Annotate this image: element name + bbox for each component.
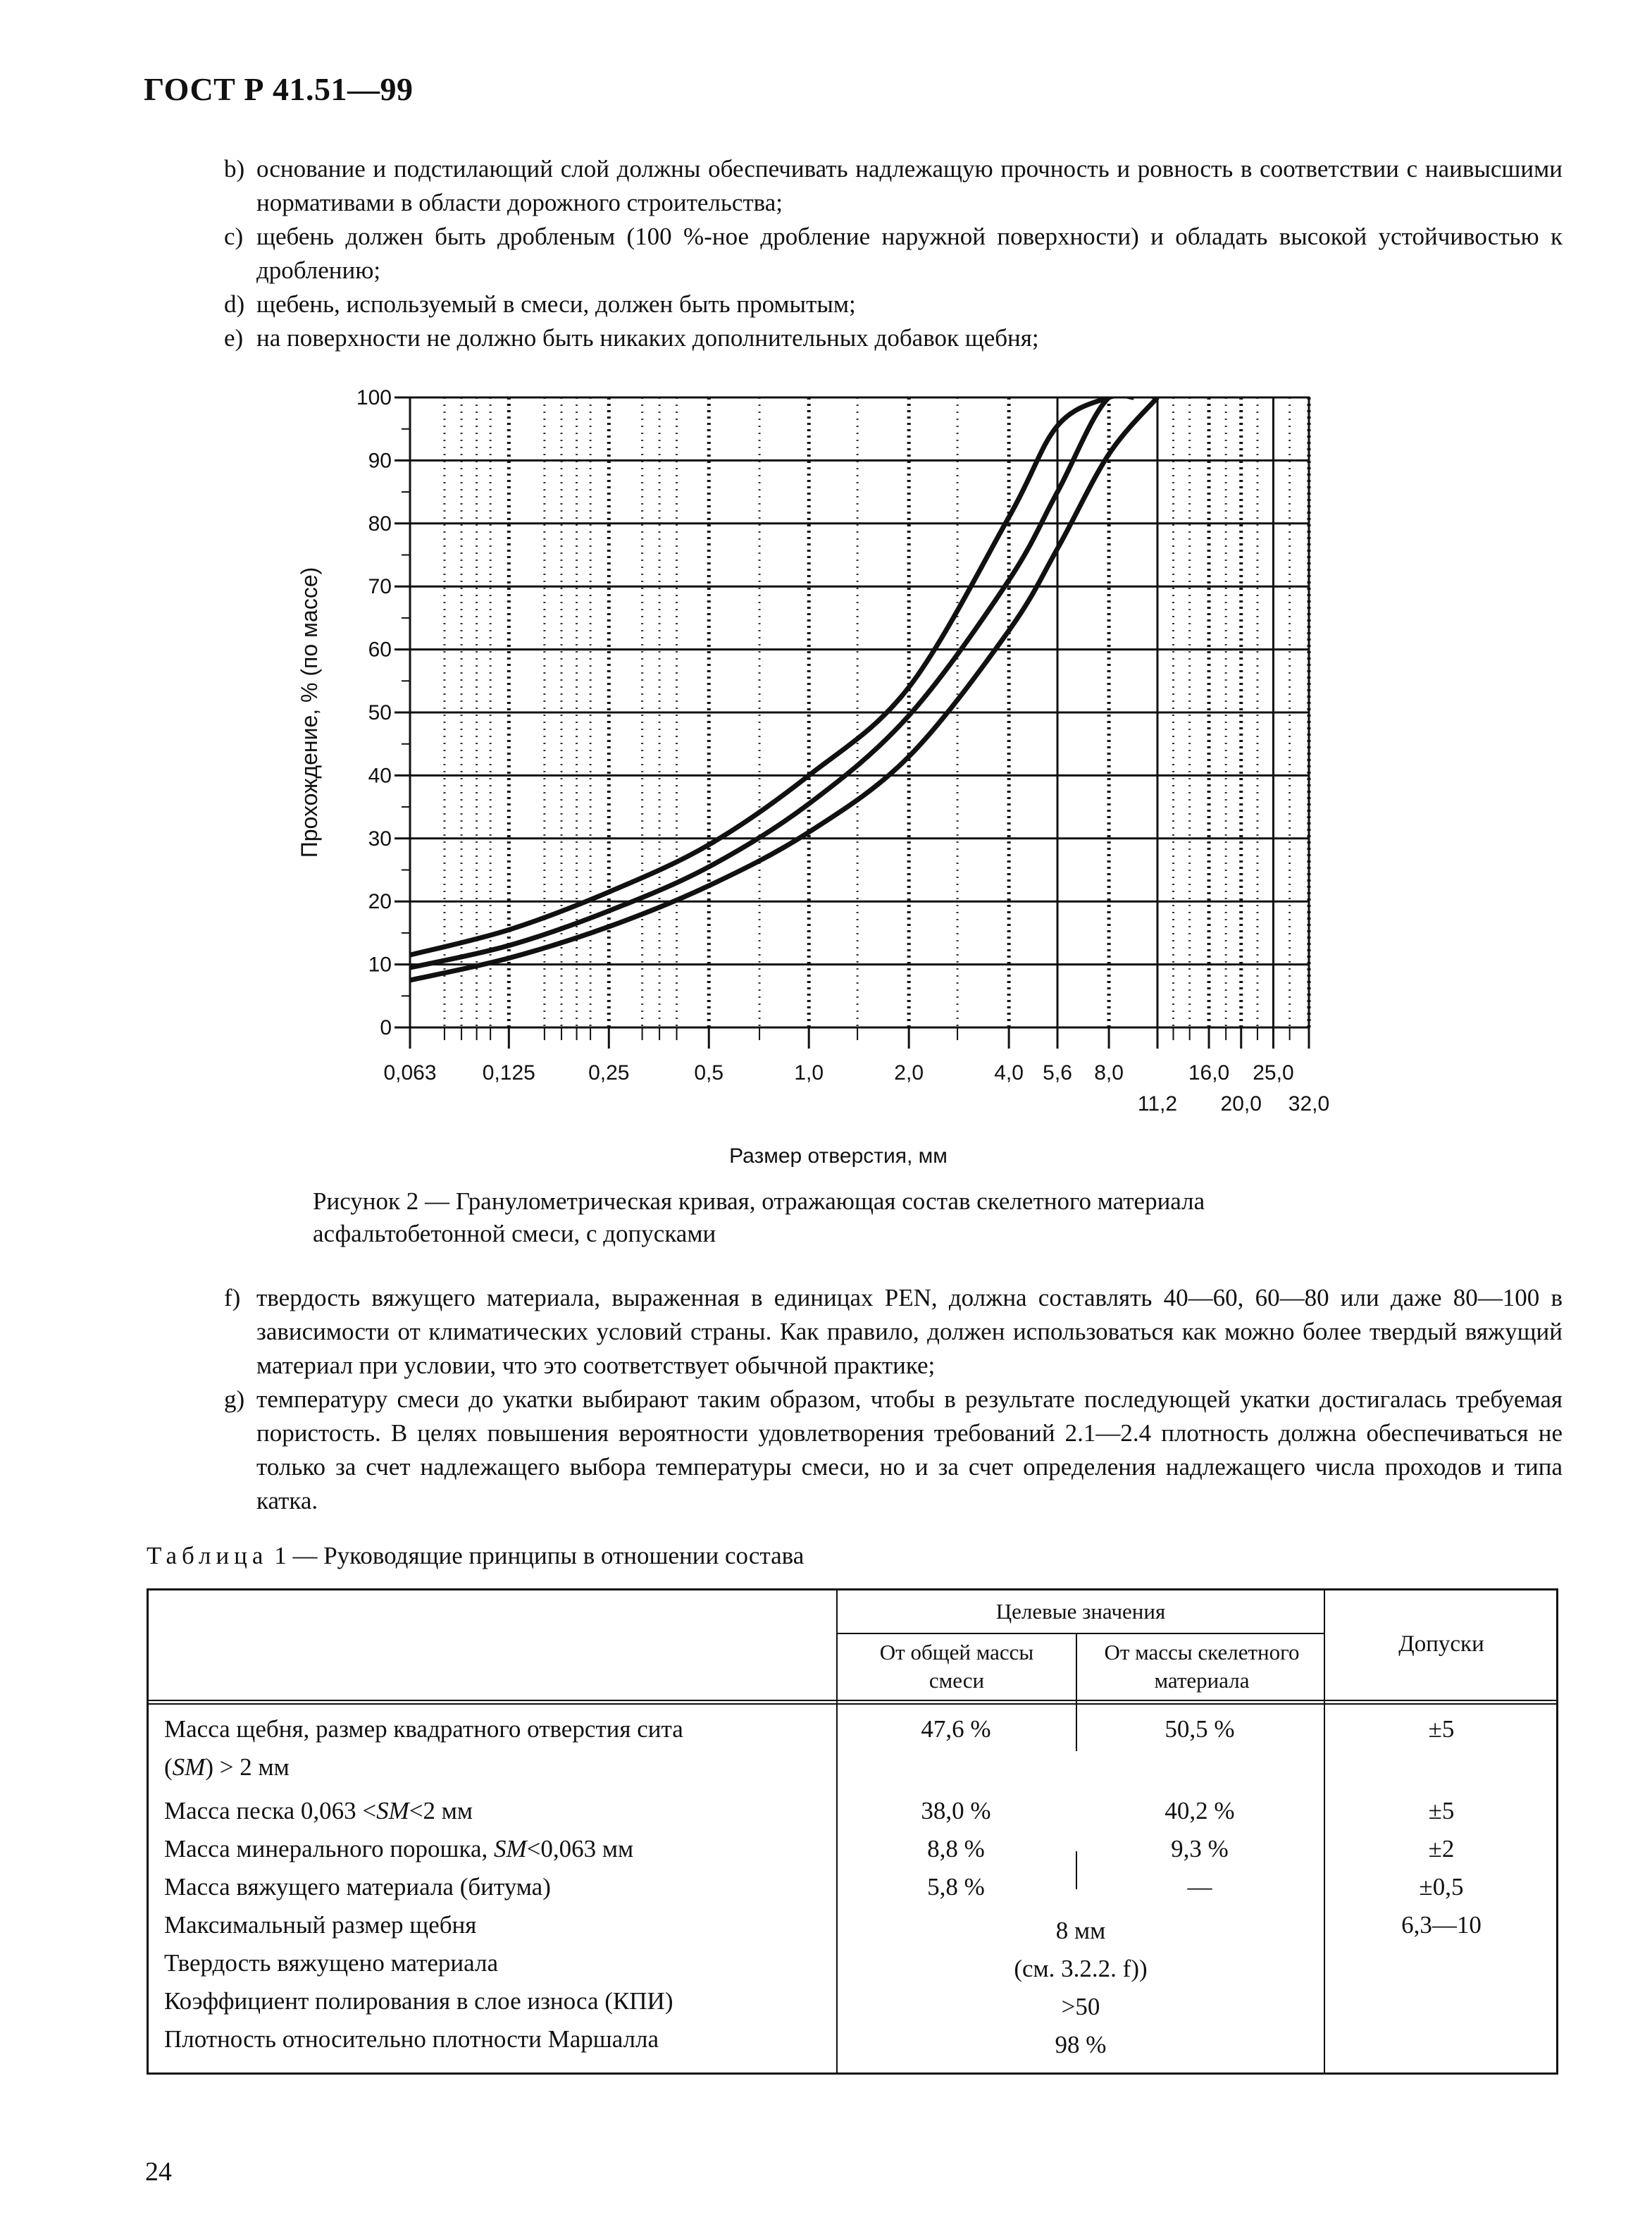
series-line xyxy=(410,397,1157,980)
x-tick-label: 25,0 xyxy=(1253,1061,1294,1085)
y-tick-label: 0 xyxy=(380,1016,392,1039)
value-skeleton: 50,5 % xyxy=(1165,1715,1235,1743)
grading-curve-chart xyxy=(296,373,1353,1168)
row-label: Коэффициент полирования в слое износа (КПИ) xyxy=(164,1987,673,2015)
value-merged: 98 % xyxy=(1055,2031,1107,2058)
list-item: f) твердость вяжущего материала, выраженная в единицах PEN, должна составлять 40—60, 60—80 или даже 80—100 в зависимости от климатических условий страны. Как правило, должен использоваться как можно более твердый вяжущий материал при условии, что это соответствует обычной практике; xyxy=(224,1284,1563,1379)
list-item: e) на поверхности не должно быть никаких дополнительных добавок щебня; xyxy=(224,324,1039,352)
y-tick-label: 10 xyxy=(368,953,392,977)
value-total: 5,8 % xyxy=(927,1873,985,1901)
series-line xyxy=(410,390,1157,968)
y-tick-label: 70 xyxy=(368,575,392,599)
x-tick-label: 2,0 xyxy=(894,1061,924,1085)
table-title: Таблица 1 — Руководящие принципы в отношении состава xyxy=(147,1542,805,1569)
x-tick-label: 11,2 xyxy=(1137,1092,1178,1116)
y-tick-label: 80 xyxy=(368,512,392,536)
row-label: Максимальный размер щебня xyxy=(164,1911,477,1939)
y-tick-label: 40 xyxy=(368,764,392,788)
y-tick-label: 30 xyxy=(368,827,392,851)
row-label: Масса щебня, размер квадратного отверстия сита xyxy=(164,1715,683,1743)
row-label: Масса минерального порошка, SM<0,063 мм xyxy=(164,1835,634,1862)
value-merged: >50 xyxy=(1061,1993,1100,2020)
y-tick-label: 100 xyxy=(356,386,392,409)
value-tolerance: ±0,5 xyxy=(1419,1873,1464,1901)
series-line xyxy=(410,395,1134,955)
value-tolerance: ±5 xyxy=(1428,1715,1455,1743)
list-item: b) основание и подстилающий слой должны обеспечивать надлежащую прочность и ровность в соответствии с наивысшими нормативами в области дорожного строительства; xyxy=(224,155,1563,216)
value-tolerance: ±5 xyxy=(1428,1797,1455,1824)
row-label: (SM) > 2 мм xyxy=(164,1753,290,1781)
x-tick-label: 5,6 xyxy=(1043,1061,1072,1085)
list-item: g) температуру смеси до укатки выбирают таким образом, чтобы в результате последующей укатки достигалась требуемая пористость. В целях повышения вероятности удовлетворения требований 2.1—2.4 плотность должна обеспечиваться не только за счет надлежащего выбора температуры смеси, но и за счет определения надлежащего числа проходов и типа катка. xyxy=(224,1385,1563,1514)
list-item: d) щебень, используемый в смеси, должен быть промытым; xyxy=(224,290,856,318)
header-target-values: Целевые значения xyxy=(995,1599,1166,1624)
y-tick-label: 60 xyxy=(368,638,392,662)
value-skeleton: — xyxy=(1187,1873,1212,1901)
value-total: 38,0 % xyxy=(921,1797,991,1824)
y-tick-label: 20 xyxy=(368,890,392,914)
row-label: Твердость вяжущено материала xyxy=(164,1949,499,1977)
row-label: Масса вяжущего материала (битума) xyxy=(164,1873,551,1901)
requirements-list-top xyxy=(224,152,1563,355)
requirements-list-bottom xyxy=(224,1281,1563,1518)
value-merged: (см. 3.2.2. f)) xyxy=(1014,1955,1148,1982)
x-axis-title: Размер отверстия, мм xyxy=(729,1144,948,1168)
value-total: 47,6 % xyxy=(921,1715,991,1743)
x-tick-label: 0,25 xyxy=(588,1061,630,1085)
x-tick-label: 0,5 xyxy=(694,1061,724,1085)
header-skeleton: От массы скелетного материала xyxy=(1104,1640,1300,1693)
y-tick-label: 90 xyxy=(368,449,392,473)
header-total-mix: От общей массы смеси xyxy=(879,1640,1034,1693)
figure-caption: Рисунок 2 — Гранулометрическая кривая, отражающая состав скелетного материала асфальтобетонной смеси, с допусками xyxy=(313,1187,1205,1247)
x-tick-label: 20,0 xyxy=(1220,1092,1262,1116)
value-total: 8,8 % xyxy=(927,1835,985,1862)
value-tolerance: 6,3—10 xyxy=(1401,1911,1482,1939)
row-label: Плотность относительно плотности Маршалла xyxy=(164,2025,659,2053)
x-tick-label: 1,0 xyxy=(794,1061,824,1085)
header-tolerance: Допуски xyxy=(1398,1631,1484,1657)
value-skeleton: 40,2 % xyxy=(1165,1797,1235,1824)
document-header: ГОСТ Р 41.51—99 xyxy=(144,71,414,107)
x-tick-label: 32,0 xyxy=(1288,1092,1330,1116)
page-number: 24 xyxy=(145,2157,172,2187)
x-tick-label: 16,0 xyxy=(1188,1061,1230,1085)
y-axis-title: Прохождение, % (по массе) xyxy=(297,567,322,858)
value-merged: 8 мм xyxy=(1055,1917,1106,1944)
row-label: Масса песка 0,063 <SM<2 мм xyxy=(164,1797,473,1824)
y-tick-label: 50 xyxy=(368,701,392,724)
list-item: c) щебень должен быть дробленым (100 %-ное дробление наружной поверхности) и обладать высокой устойчивостью к дроблению; xyxy=(224,223,1563,284)
x-tick-label: 4,0 xyxy=(994,1061,1024,1085)
x-tick-label: 0,125 xyxy=(482,1061,535,1085)
composition-table xyxy=(147,1588,1558,2075)
x-tick-label: 0,063 xyxy=(383,1061,437,1085)
x-tick-label: 8,0 xyxy=(1094,1061,1124,1085)
value-skeleton: 9,3 % xyxy=(1171,1835,1229,1862)
value-tolerance: ±2 xyxy=(1428,1835,1455,1862)
